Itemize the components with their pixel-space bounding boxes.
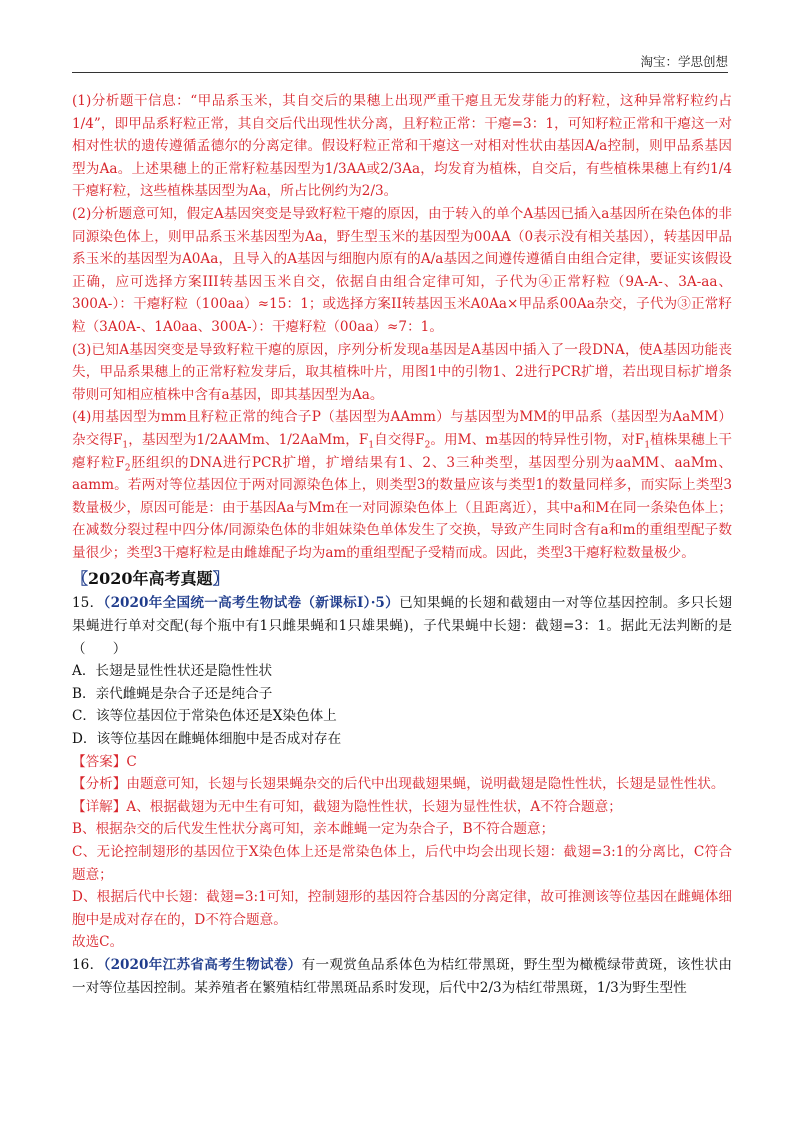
p4-part-e: 植株果穗上干瘪籽粒F xyxy=(72,431,733,471)
question-number: 16． xyxy=(72,956,104,973)
subscript: 2 xyxy=(124,463,131,474)
detail-line-d: D、根据后代中长翅：截翅=3:1可知，控制翅形的基因符合基因的分离定律，故可推测该等位基因在雌蝇体细胞中是成对存在的，D不符合题意。 xyxy=(72,889,732,928)
answer-line xyxy=(72,751,732,774)
question-text: 有一观赏鱼品系体色为桔红带黑斑，野生型为橄榄绿带黄斑，该性状由一对等位基因控制。某养殖者在繁殖桔红带黑斑品系时发现，后代中2/3为桔红带黑斑，1/3为野生型性 xyxy=(72,956,732,996)
question-number: 15． xyxy=(72,595,104,612)
bracket-open: 〖 xyxy=(72,569,89,589)
analysis-paragraph-4 xyxy=(72,406,732,564)
analysis-paragraph-1: (1)分析题干信息：“甲品系玉米，其自交后的果穗上出现严重干瘪且无发芽能力的籽粒，这种异常籽粒约占1/4”，即甲品系籽粒正常，其自交后代出现性状分离，且籽粒正常：干瘪=3：1，可知籽粒正常和干瘪这一对相对性状的遗传遵循孟德尔的分离定律。假设籽粒正常和干瘪这一对相对性状由基因A/a控制，则甲品系基因型为Aa。上述果穗上的正常籽粒基因型为1/3AA或2/3Aa，均发育为植株，自交后，有些植株果穗上有约1/4干瘪籽粒，这些植株基因型为Aa，所占比例约为2/3。 xyxy=(72,93,732,200)
section-heading xyxy=(72,566,732,592)
analysis-text: 由题意可知，长翅与长翅果蝇杂交的后代中出现截翅果蝇，说明截翅是隐性性状，长翅是显性性状。 xyxy=(126,776,725,793)
option-a: A．长翅是显性性状还是隐性性状 xyxy=(72,663,273,680)
question-source: （2020年江苏省高考生物试卷） xyxy=(103,956,302,973)
page-content xyxy=(72,90,732,999)
question-source: （2020年全国统一高考生物试卷（新课标Ⅰ）·5） xyxy=(103,595,400,612)
detail-line-a xyxy=(72,796,732,819)
question-text: 已知果蝇的长翅和截翅由一对等位基因控制。多只长翅果蝇进行单对交配(每个瓶中有1只雌果蝇和1只雄果蝇)，子代果蝇中长翅：截翅=3：1。据此无法判断的是（ ） xyxy=(72,595,732,657)
detail-line-b: B、根据杂交的后代发生性状分离可知，亲本雌蝇一定为杂合子，B不符合题意； xyxy=(72,821,555,838)
detail-line-c: C、无论控制翅形的基因位于X染色体上还是常染色体上，后代中均会出现长翅：截翅=3:1的分离比，C符合题意； xyxy=(72,844,732,883)
answer-value: C xyxy=(126,753,137,770)
question-15-stem xyxy=(72,592,732,660)
conclusion-line: 故选C。 xyxy=(72,934,124,951)
option-c: C．该等位基因位于常染色体还是X染色体上 xyxy=(72,708,337,725)
detail-text-a: A、根据截翅为无中生有可知，截翅为隐性性状，长翅为显性性状，A不符合题意； xyxy=(126,798,622,815)
subscript: 2 xyxy=(424,440,431,451)
subscript: 1 xyxy=(122,440,129,451)
p4-part-a: (4)用基因型为mm且籽粒正常的纯合子P（基因型为AAmm）与基因型为MM的甲品系（基因型为AaMM）杂交得F xyxy=(72,409,732,448)
analysis-paragraph-2: (2)分析题意可知，假定A基因突变是导致籽粒干瘪的原因，由于转入的单个A基因已插入a基因所在染色体的非同源染色体上，则甲品系玉米基因型为Aa，野生型玉米的基因型为00AA（0表示没有相关基因），转基因甲品系玉米的基因型为A0Aa，且导入的A基因与细胞内原有的A/a基因之间遵传遵循自由组合定律，要证实该假设正确，应可选择方案III转基因玉米自交，依据自由组合定律可知，子代为④正常籽粒（9A-A-、3A-aa、300A-）：干瘪籽粒（100aa）≈15：1；或选择方案II转基因玉米A0Aa×甲品系00Aa杂交，子代为③正常籽粒（3A0A-、1A0aa、300A-）：干瘪籽粒（00aa）≈7：1。 xyxy=(72,205,732,335)
p4-part-f: 胚组织的DNA进行PCR扩增，扩增结果有1、2、3三种类型，基因型分别为aaMM、aaMm、aamm。若两对等位基因位于两对同源染色体上，则类型3的数量应该与类型1的数量同样多，而实际上类型3数量极少，原因可能是：由于基因Aa与Mm在一对同源染色体上（且距离近），其中a和M在同一条染色体上；在减数分裂过程中四分体/同源染色体的非姐妹染色单体发生了交换，导致产生同时含有a和m的重组型配子数量很少；类型3干瘪籽粒是由雌雄配子均为am的重组型配子受精而成。因此，类型3干瘪籽粒数量极少。 xyxy=(72,454,733,561)
header-divider xyxy=(72,72,728,73)
answer-tag: 【答案】 xyxy=(72,753,127,770)
bracket-close: 〗 xyxy=(212,569,229,589)
section-title: 2020年高考真题 xyxy=(88,569,213,589)
analysis-line xyxy=(72,773,732,796)
p4-part-d: 。用M、m基因的特异性引物，对F xyxy=(430,431,645,448)
analysis-paragraph-3: (3)已知A基因突变是导致籽粒干瘪的原因，序列分析发现a基因是A基因中插入了一段DNA，使A基因功能丧失，甲品系果穗上的正常籽粒发芽后，取其植株叶片，用图1中的引物1、2进行PCR扩增，若出现目标扩增条带则可知相应植株中含有a基因，即其基因型为Aa。 xyxy=(72,341,732,403)
subscript: 1 xyxy=(644,440,651,451)
option-b: B．亲代雌蝇是杂合子还是纯合子 xyxy=(72,685,273,702)
detail-tag: 【详解】 xyxy=(72,798,127,815)
question-16-stem xyxy=(72,954,732,999)
analysis-tag: 【分析】 xyxy=(72,776,127,793)
page-header: 淘宝：学思创想 xyxy=(640,54,728,69)
subscript: 1 xyxy=(368,440,375,451)
option-d: D．该等位基因在雌蝇体细胞中是否成对存在 xyxy=(72,731,342,748)
p4-part-b: ，基因型为1/2AAMm、1/2AaMm，F xyxy=(128,431,369,448)
p4-part-c: 自交得F xyxy=(374,431,425,448)
